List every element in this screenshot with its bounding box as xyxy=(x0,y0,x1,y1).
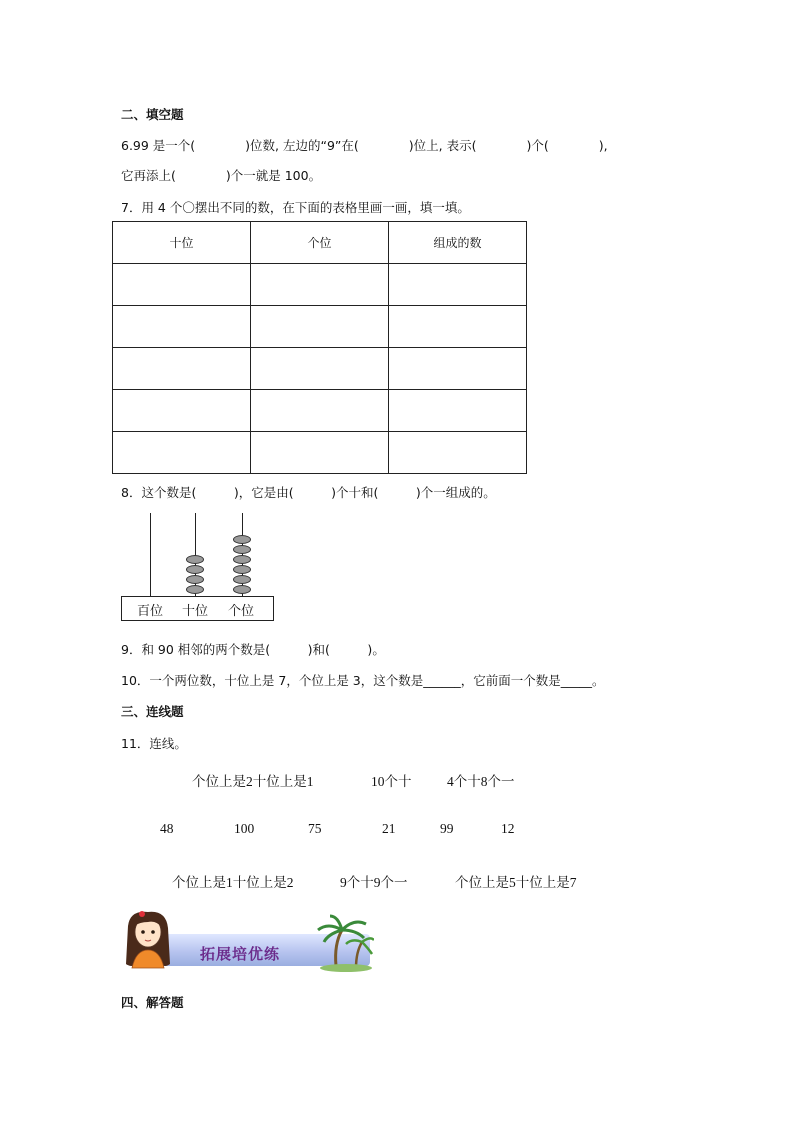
abacus-label-ones: 个位 xyxy=(228,604,255,619)
abacus-bead xyxy=(186,555,204,564)
match-top-item-1[interactable]: 个位上是2十位上是1 xyxy=(192,774,314,789)
table-header-ones: 个位 xyxy=(251,222,389,264)
abacus-bead xyxy=(186,575,204,584)
match-bottom-item-1[interactable]: 个位上是1十位上是2 xyxy=(172,875,294,890)
table-header-row xyxy=(113,222,527,264)
table-row xyxy=(113,432,527,474)
abacus-label-hundreds: 百位 xyxy=(137,604,164,619)
match-bottom-item-3[interactable]: 个位上是5十位上是7 xyxy=(455,875,577,890)
table-row xyxy=(113,390,527,432)
banner-title: 拓展培优练 xyxy=(200,945,281,963)
match-top-item-2[interactable]: 10个十 xyxy=(371,774,412,789)
match-number-3[interactable]: 75 xyxy=(308,821,322,836)
table-cell[interactable] xyxy=(251,264,389,306)
table-cell[interactable] xyxy=(389,264,527,306)
table-cell[interactable] xyxy=(251,432,389,474)
table-row xyxy=(113,306,527,348)
abacus-bead xyxy=(233,575,251,584)
question-7-text: 7．用 4 个〇摆出不同的数，在下面的表格里画一画，填一填。 xyxy=(121,200,470,215)
table-header-number: 组成的数 xyxy=(389,222,527,264)
section-title-matching: 三、连线题 xyxy=(121,704,184,719)
table-cell[interactable] xyxy=(251,390,389,432)
question-6-line-2: 它再添上( )个一就是 100。 xyxy=(121,168,322,183)
match-number-6[interactable]: 12 xyxy=(501,821,515,836)
table-cell[interactable] xyxy=(113,306,251,348)
section-title-answer-questions: 四、解答题 xyxy=(121,995,184,1010)
question-10-text: 10．一个两位数，十位上是 7，个位上是 3，这个数是______，它前面一个数是_____。 xyxy=(121,673,605,688)
match-number-1[interactable]: 48 xyxy=(160,821,174,836)
match-top-item-3[interactable]: 4个十8个一 xyxy=(447,774,515,789)
section-title-fill-blank: 二、填空题 xyxy=(121,107,184,122)
table-header-tens: 十位 xyxy=(113,222,251,264)
match-bottom-item-2[interactable]: 9个十9个一 xyxy=(340,875,408,890)
palm-tree-icon xyxy=(318,916,374,972)
banner-illustration xyxy=(118,908,374,974)
abacus-label-tens: 十位 xyxy=(182,604,209,619)
abacus-bead xyxy=(233,565,251,574)
girl-mascot-icon xyxy=(126,911,170,968)
table-cell[interactable] xyxy=(251,348,389,390)
table-cell[interactable] xyxy=(113,432,251,474)
table-row xyxy=(113,348,527,390)
abacus-bead xyxy=(186,565,204,574)
table-cell[interactable] xyxy=(389,390,527,432)
question-6-line-1: 6.99 是一个( )位数, 左边的“9”在( )位上, 表示( )个( ), xyxy=(121,138,608,153)
question-9-text: 9．和 90 相邻的两个数是( )和( )。 xyxy=(121,642,385,657)
abacus-bead xyxy=(233,555,251,564)
table-cell[interactable] xyxy=(113,264,251,306)
question-11-text: 11．连线。 xyxy=(121,736,187,751)
match-number-4[interactable]: 21 xyxy=(382,821,396,836)
match-number-2[interactable]: 100 xyxy=(234,821,255,836)
table-cell[interactable] xyxy=(389,306,527,348)
match-number-5[interactable]: 99 xyxy=(440,821,454,836)
table-cell[interactable] xyxy=(113,348,251,390)
table-cell[interactable] xyxy=(389,348,527,390)
abacus-bead xyxy=(233,545,251,554)
question-8-text: 8．这个数是( )，它是由( )个十和( )个一组成的。 xyxy=(121,485,496,500)
place-value-table xyxy=(112,221,527,474)
table-row xyxy=(113,264,527,306)
abacus-bead xyxy=(186,585,204,594)
extension-practice-banner xyxy=(118,908,374,974)
table-cell[interactable] xyxy=(389,432,527,474)
abacus-rod-hundreds xyxy=(150,513,151,596)
table-cell[interactable] xyxy=(113,390,251,432)
abacus-bead xyxy=(233,535,251,544)
table-cell[interactable] xyxy=(251,306,389,348)
abacus-bead xyxy=(233,585,251,594)
